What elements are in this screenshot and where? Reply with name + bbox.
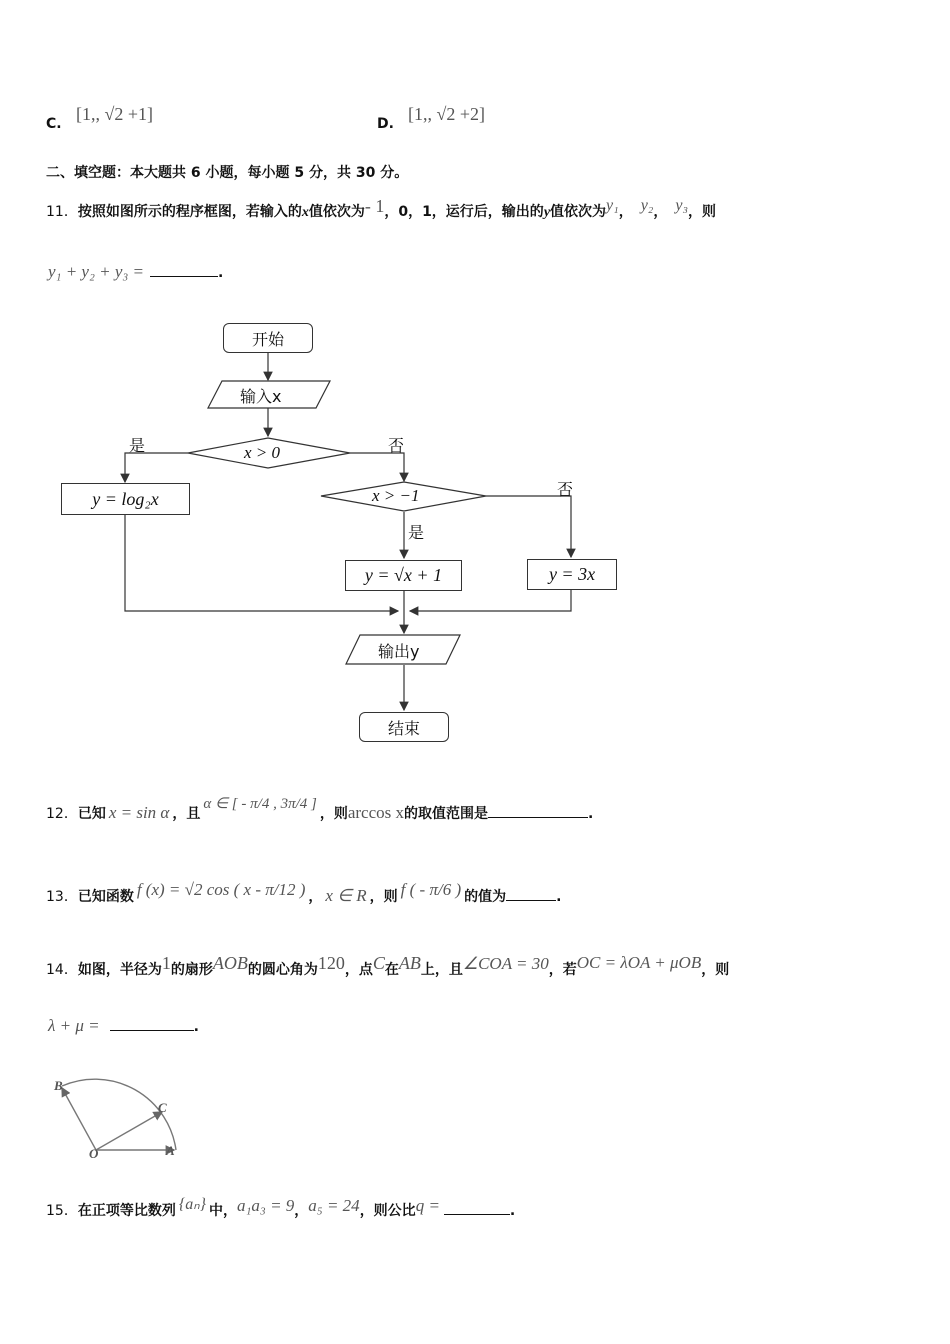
question-13 (46, 880, 562, 906)
q14-text-e: 在 (384, 962, 399, 978)
q12-number: 12． (46, 806, 78, 822)
q14-text-a: 如图，半径为 (77, 962, 162, 978)
fig-label-o: O (89, 1146, 99, 1161)
q11-y1: y₁ (606, 197, 619, 214)
q13-end: . (556, 889, 562, 905)
q12-text-a: 已知 (77, 806, 106, 822)
fig-label-a: A (166, 1143, 175, 1158)
q11-sum-expr: y₁ + y₂ + y₃ = (48, 262, 145, 281)
question-12 (46, 796, 594, 823)
q11-end: . (218, 265, 224, 281)
q15-text-a: 在正项等比数列 (77, 1203, 176, 1219)
flowchart-box-3x: y = 3x (527, 559, 617, 590)
q14-angle: 120 (317, 953, 345, 973)
q11-var-x: x (301, 205, 309, 220)
q14-vec: OC = λOA + μOB (576, 953, 702, 972)
q15-text-c: ， (294, 1203, 309, 1219)
q14-text-h: ，则 (701, 962, 730, 978)
q13-text-b: ， (308, 889, 323, 905)
q11-y3: y₃ (675, 197, 689, 214)
q13-text-c: ，则 (369, 889, 398, 905)
q11-y2: y₂ (640, 197, 654, 214)
option-c-content: [1,, √2 +1] (76, 104, 154, 124)
q15-seq: {aₙ} (178, 1196, 206, 1213)
q12-text-d: 的取值范围是 (404, 806, 489, 822)
q14-arc: AB (398, 953, 421, 973)
q14-end: . (193, 1019, 199, 1035)
flowchart-yes2: 是 (408, 523, 425, 542)
q14-text-f: 上，且 (420, 962, 463, 978)
q11-text-d: 值依次为 (550, 204, 607, 220)
q15-expr1: a₁a₃ = 9 (237, 1196, 295, 1215)
q15-expr3: q = (415, 1196, 440, 1215)
q15-text-b: 中， (209, 1203, 237, 1219)
q15-end: . (509, 1203, 516, 1219)
option-d-label: D. (377, 116, 394, 132)
q15-number: 15． (46, 1203, 78, 1219)
option-c-label: C. (46, 116, 62, 132)
flowchart-cond1: x > 0 (244, 443, 281, 462)
q14-sum-expr: λ + μ = (48, 1016, 100, 1035)
q13-expr1: f (x) = √2 cos ( x - π/12 ) (136, 880, 306, 899)
flowchart-end: 结束 (359, 712, 449, 742)
q14-coa: ∠COA = 30 (462, 954, 549, 973)
q15-expr2: a₅ = 24 (308, 1196, 360, 1215)
q14-one: 1 (161, 953, 171, 973)
q11-var-y: y (543, 205, 551, 220)
q13-blank[interactable] (506, 900, 556, 901)
fig-label-b: B (54, 1078, 63, 1093)
q14-answer-line (48, 1016, 199, 1036)
flowchart-box-log: y = log₂x (61, 483, 190, 515)
q13-expr2: x ∈ R (325, 886, 367, 905)
question-14 (46, 953, 730, 979)
q14-text-b: 的扇形 (170, 962, 213, 978)
q12-text-b: ，且 (172, 806, 201, 822)
flowchart-output: 输出y (378, 642, 420, 661)
q12-text-c: ，则 (319, 806, 348, 822)
q12-expr3: arccos x (347, 803, 405, 822)
q15-blank[interactable] (444, 1214, 510, 1215)
q11-text-b: 值依次为 (308, 204, 365, 220)
q12-expr1: x = sin α (108, 803, 170, 822)
q14-text-d: ，点 (344, 962, 373, 978)
q14-text-g: ，若 (548, 962, 577, 978)
q14-aob: AOB (212, 953, 248, 973)
q11-text-e: ，则 (688, 204, 717, 220)
q14-text-c: 的圆心角为 (247, 962, 318, 978)
q11-text-c: ，0，1，运行后，输出的 (384, 204, 544, 220)
q11-minus-one: - 1 (364, 196, 385, 216)
q12-end: . (588, 806, 594, 822)
flowchart-yes1: 是 (129, 436, 146, 455)
question-11: 11．按照如图所示的程序框图，若输入的x值依次为- 1，0，1，运行后，输出的y值依次为y₁， y₂， y₃，则 (46, 196, 717, 220)
q13-text-a: 已知函数 (77, 889, 134, 905)
question-15 (46, 1196, 516, 1220)
q12-blank[interactable] (488, 817, 588, 818)
fig-label-c: C (158, 1100, 167, 1115)
q11-text-a: 按照如图所示的程序框图，若输入的 (77, 204, 302, 220)
option-d-content: [1,, √2 +2] (408, 104, 486, 124)
flowchart-cond2: x > −1 (372, 486, 420, 505)
q13-text-d: 的值为 (464, 889, 507, 905)
q15-text-d: ，则公比 (359, 1203, 416, 1219)
section-heading: 二、填空题：本大题共 6 小题，每小题 5 分，共 30 分。 (46, 165, 409, 181)
flowchart-no1: 否 (388, 436, 405, 455)
q14-blank[interactable] (110, 1030, 194, 1031)
q12-expr2: α ∈ [ - π/4 , 3π/4 ] (203, 796, 317, 812)
q14-number: 14． (46, 962, 78, 978)
q13-expr3: f ( - π/6 ) (400, 880, 462, 899)
flowchart-input: 输入x (240, 387, 282, 406)
flowchart-no2: 否 (557, 480, 574, 499)
flowchart-start: 开始 (223, 323, 313, 353)
flowchart-box-sqrt: y = √x + 1 (345, 560, 462, 591)
q11-number: 11． (46, 204, 78, 220)
q13-number: 13． (46, 889, 78, 905)
q14-c: C (372, 953, 385, 973)
